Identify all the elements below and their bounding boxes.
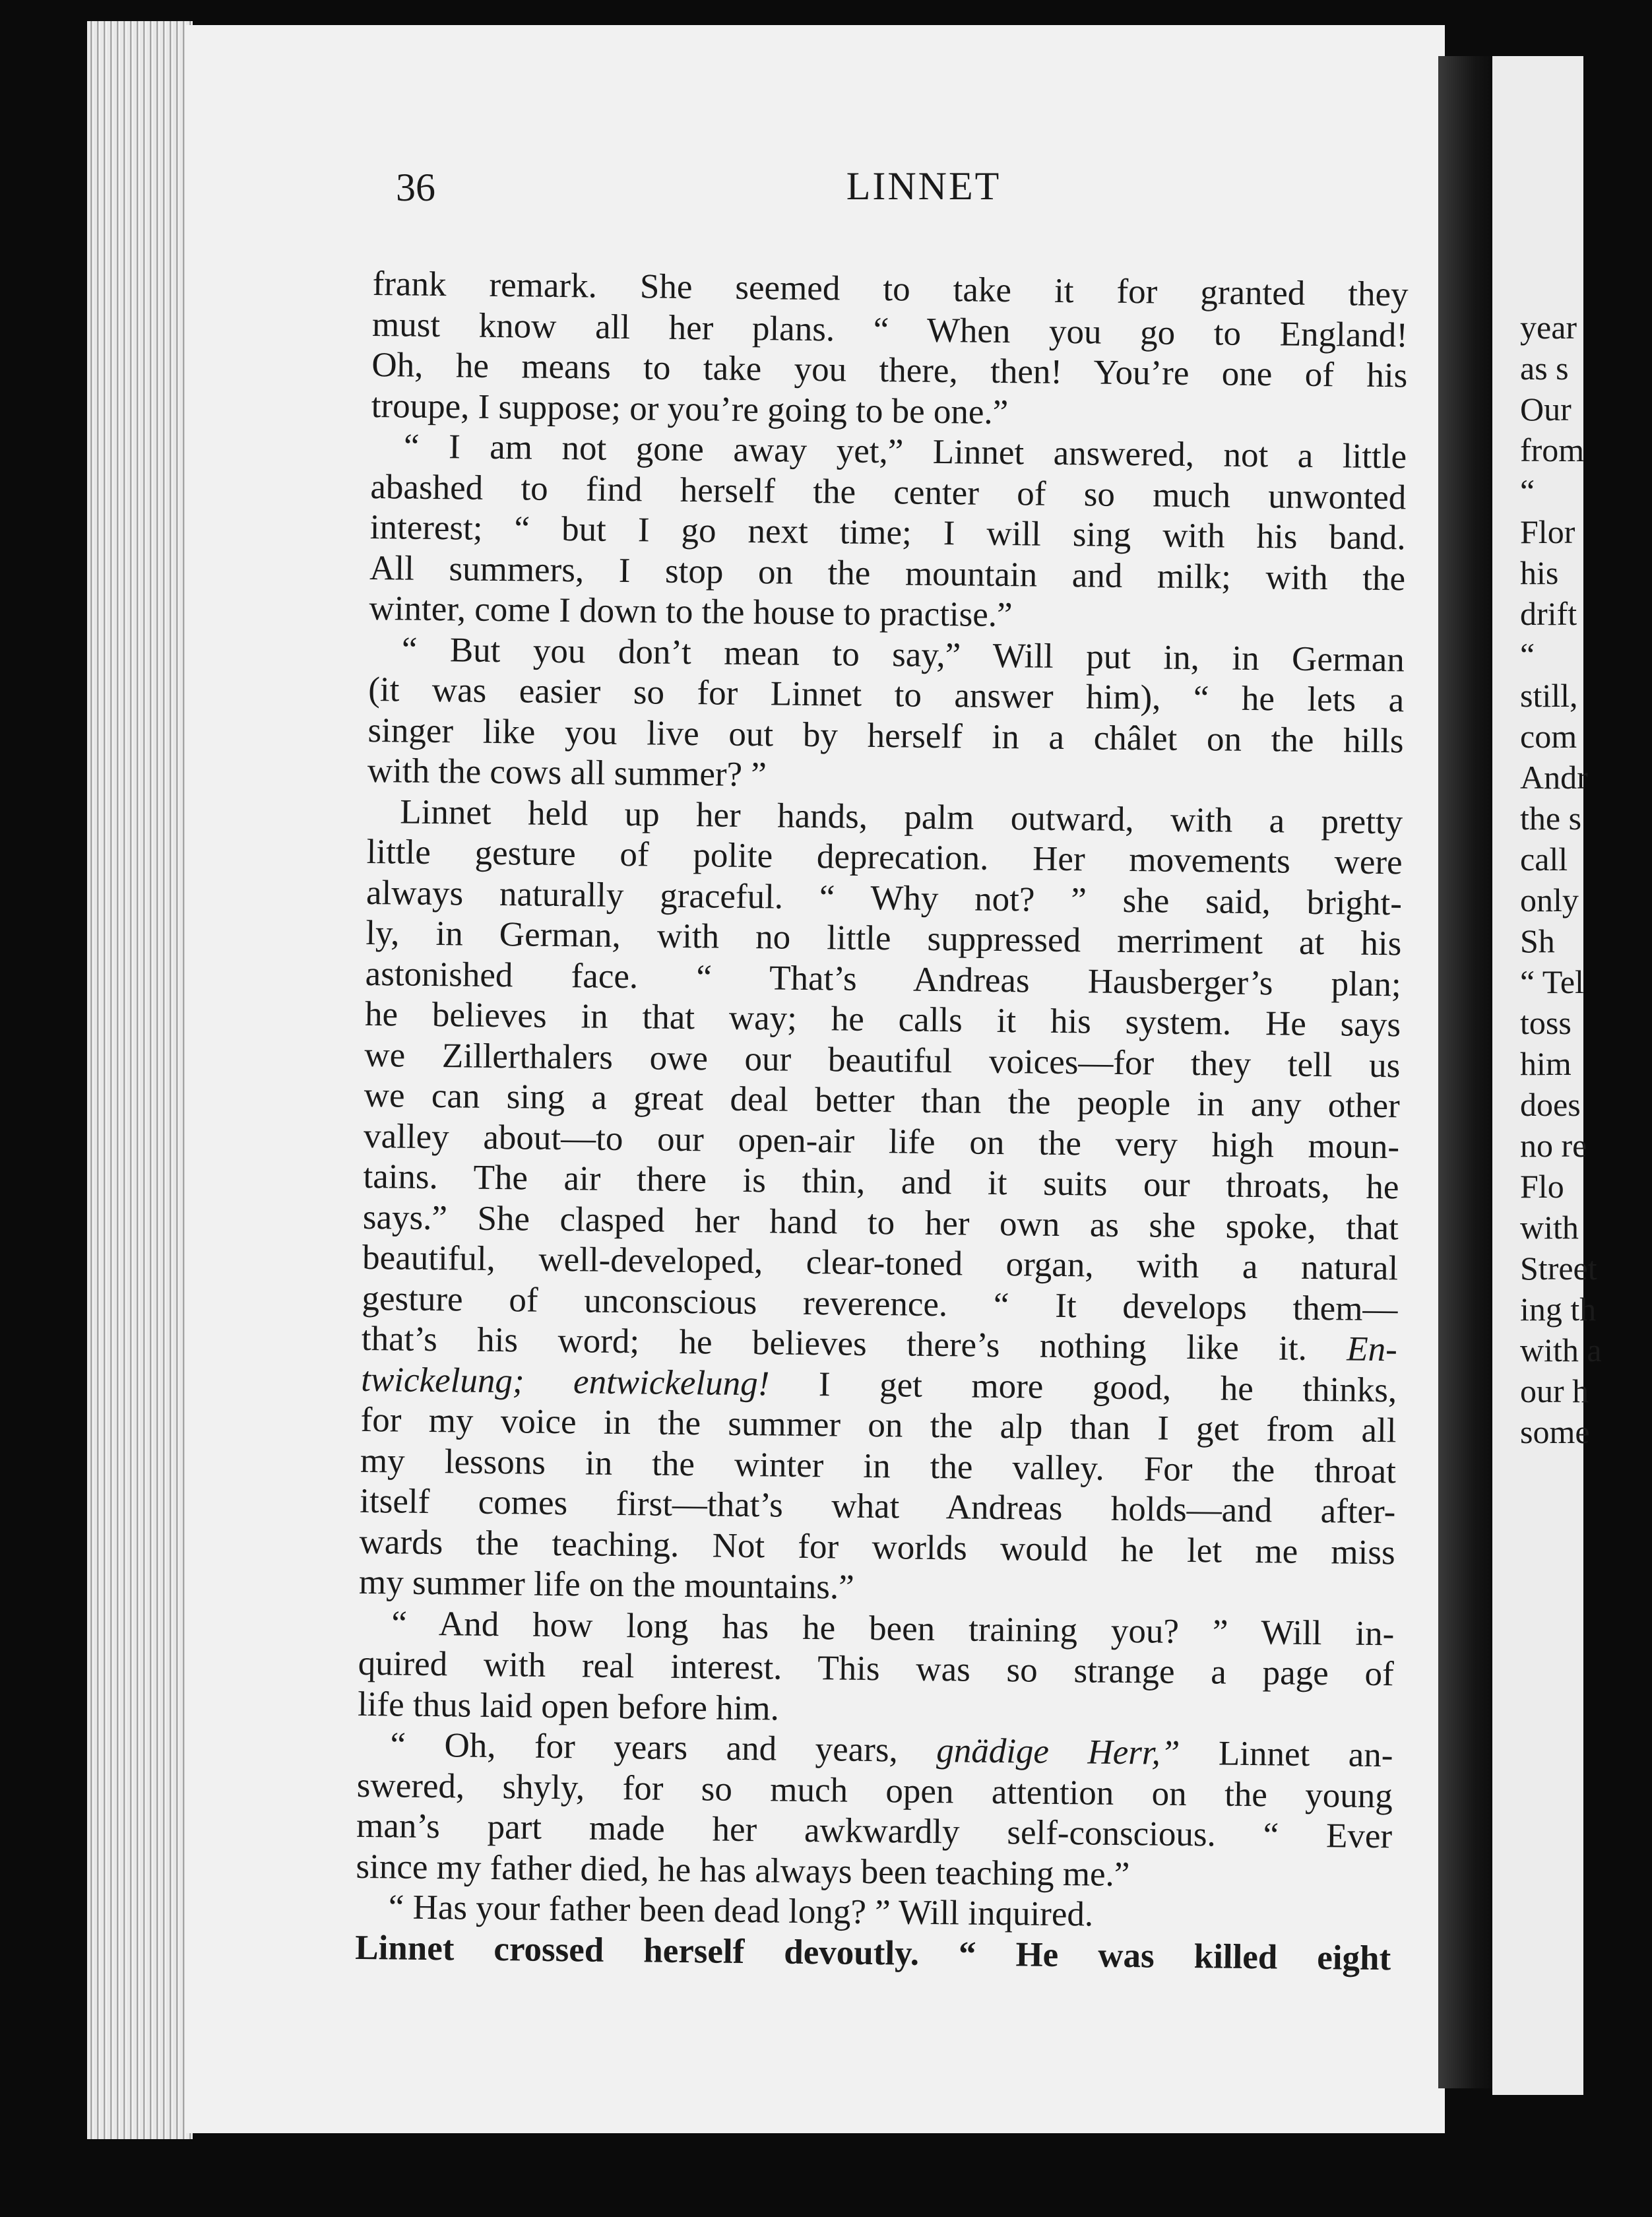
text-line-content: interest; “ but I go next time; I will sing with his band. [369,507,1407,558]
text-line-content: Oh, he means to take you there, then! You’re one of his [371,345,1408,395]
facing-page-text [1520,307,1652,1452]
text-line-content: astonished face. “ That’s Andreas Hausberger’s plan; [365,954,1401,1004]
facing-page-fragment: no re [1520,1127,1587,1164]
facing-page-fragment: com [1520,718,1577,755]
facing-page-fragment: Andr [1520,759,1588,796]
text-line-content: my summer life on the mountains.” [358,1562,855,1607]
facing-page-fragment: Flo [1520,1168,1564,1205]
text-line-content: “ I am not gone away yet,” Linnet answered, not a little [403,427,1407,476]
text-line-content: always naturally graceful. “ Why not? ” she said, bright- [365,873,1403,922]
text-line-content: (it was easier so for Linnet to answer him), “ he lets a [367,670,1405,720]
text-line-content: says.” She clasped her hand to her own as she spoke, that [362,1198,1399,1247]
facing-page-fragment: with [1520,1209,1579,1246]
text-line-continuation: Linnet an- [1180,1733,1393,1775]
text-line-content: abashed to find herself the center of so much unwonted [370,467,1407,517]
facing-page-fragment: our h [1520,1372,1589,1409]
text-line-content: singer like you live out by herself in a châlet on the hills [367,711,1404,760]
facing-page-fragment: some [1520,1413,1590,1450]
text-line-content: life thus laid open before him. [357,1685,780,1728]
text-line-content: we can sing a great deal better than the people in any other [364,1076,1401,1126]
facing-page-fragment: toss [1520,1004,1572,1041]
text-line-content: since my father died, he has always been teaching me.” [356,1847,1130,1894]
italic-phrase: En- [1347,1330,1398,1369]
facing-page-fragment: Our [1520,391,1572,428]
text-line-content: troupe, I suppose; or you’re going to be one.” [371,386,1009,432]
facing-page-fragment: with a [1520,1332,1602,1368]
text-line-content: “ Has your father been dead long? ” Will inquired. [388,1888,1094,1934]
text-line-content: Linnet held up her hands, palm outward, with a pretty [400,792,1403,841]
facing-page [1492,56,1602,2095]
facing-page-fragment: year [1520,309,1577,346]
text-line-content: quired with real interest. This was so strange a page of [358,1644,1395,1694]
facing-page-fragment: drift [1520,595,1577,632]
facing-page-fragment: the s [1520,800,1582,837]
text-line-content: he believes in that way; he calls it his system. He says [364,994,1401,1044]
text-line-content: for my voice in the summer on the alp than I get from all [360,1400,1397,1450]
page-edges [87,21,193,2139]
text-line-content: man’s part made her awkwardly self-conscious. “ Ever [356,1806,1393,1856]
facing-page-fragment: his [1520,554,1559,591]
facing-page-fragment: “ Tel [1520,963,1584,1000]
facing-page-fragment: call [1520,841,1568,878]
text-line-content: ly, in German, with no little suppressed merriment at his [365,913,1402,963]
text-line-content: valley about—to our open-air life on the very high moun- [363,1116,1400,1166]
facing-page-fragment: ing th [1520,1291,1597,1328]
facing-page-fragment: “ [1520,472,1535,509]
facing-page-fragment: as s [1520,350,1569,387]
facing-page-fragment: Flor [1520,513,1575,550]
text-line-content: gesture of unconscious reverence. “ It develops them— [362,1279,1398,1328]
text-line-content: wards the teaching. Not for worlds would he let me miss [359,1522,1395,1572]
facing-page-fragment: “ [1520,636,1535,673]
facing-page-fragment: Street [1520,1250,1597,1287]
text-line-content: swered, shyly, for so much open attention on the young [356,1766,1393,1815]
facing-page-fragment: does [1520,1086,1581,1123]
text-line-content: “ Oh, for years and years, [390,1725,899,1770]
facing-page-fragment: only [1520,882,1579,918]
text-line-content: frank remark. She seemed to take it for granted they [372,264,1409,314]
text-line-content: beautiful, well-developed, clear-toned organ, with a natural [362,1238,1399,1288]
facing-page-fragment: still, [1520,677,1578,714]
text-line-content: little gesture of polite deprecation. Her movements were [366,832,1403,882]
italic-phrase: twickelung; entwickelung! [360,1360,770,1403]
book-gutter [1438,56,1499,2088]
facing-page-fragment: Sh [1520,922,1555,959]
text-line-content: All summers, I stop on the mountain and milk; with the [369,548,1406,598]
body-text [355,264,1409,1979]
text-line-content: winter, come I down to the house to practise.” [369,589,1013,635]
text-line-content: tains. The air there is thin, and it suits our throats, he [363,1157,1399,1207]
facing-page-fragment: him [1520,1045,1572,1082]
text-line-content: must know all her plans. “ When you go to England! [371,305,1409,354]
page-number: 36 [396,166,435,209]
text-line-content: “ But you don’t mean to say,” Will put in, in German [401,629,1405,679]
text-line-content: Linnet crossed herself devoutly. “ He was killed eight [354,1928,1391,1977]
text-line-continuation: I get more good, he thinks, [769,1364,1397,1409]
italic-phrase: gnädige Herr,” [936,1731,1180,1772]
text-line-content: that’s his word; he believes there’s nothing like it. [361,1319,1308,1368]
facing-page-fragment: from [1520,432,1585,468]
text-line-content: with the cows all summer? ” [367,751,767,794]
text-line-content: “ And how long has he been training you? ” Will in- [391,1603,1395,1653]
text-line-content: itself comes first—that’s what Andreas holds—and after- [360,1481,1396,1531]
text-line-content: my lessons in the winter in the valley. For the throat [360,1441,1397,1491]
running-title: LINNET [846,164,1001,208]
text-line-content: we Zillerthalers owe our beautiful voices—for they tell us [364,1035,1401,1085]
